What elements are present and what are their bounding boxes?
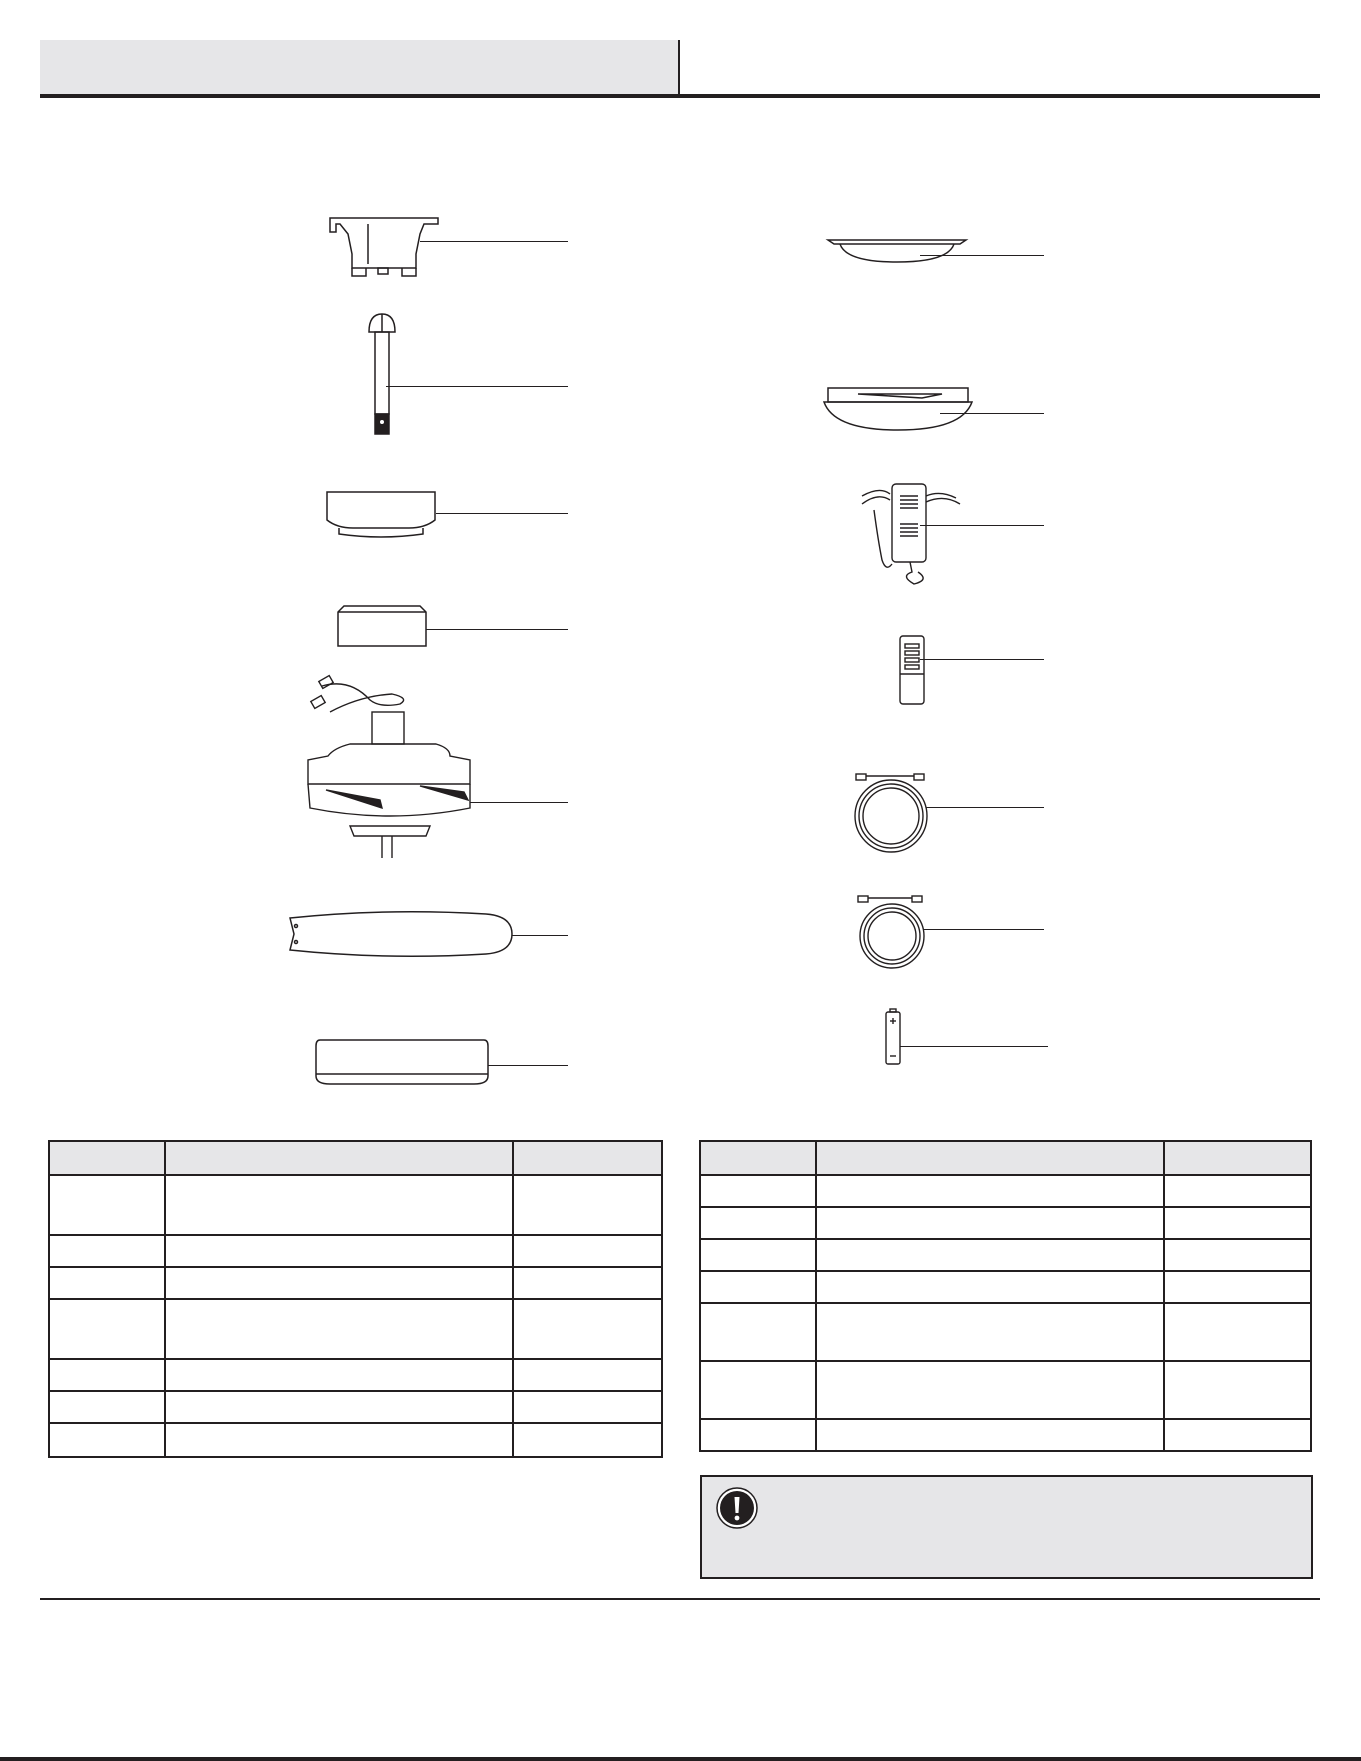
table-cell: [513, 1299, 662, 1359]
table-cell: [513, 1175, 662, 1235]
table-row: [49, 1299, 662, 1359]
table-cell: [1164, 1419, 1311, 1451]
canopy-drawing: [325, 490, 437, 538]
table-cell: [513, 1423, 662, 1457]
table-row: [49, 1235, 662, 1267]
table-header-cell: [1164, 1141, 1311, 1175]
table-cell: [513, 1235, 662, 1267]
table-cell: [1164, 1271, 1311, 1303]
block-drawing: [336, 604, 428, 648]
table-cell: [816, 1239, 1164, 1271]
table-row: [700, 1175, 1311, 1207]
leader-line: [420, 241, 568, 242]
table-header-row: [700, 1141, 1311, 1175]
table-cell: [49, 1235, 165, 1267]
wire-coil-drawing: [852, 768, 930, 860]
table-header-cell: [49, 1141, 165, 1175]
table-cell: [165, 1391, 513, 1423]
downrod-drawing: [367, 312, 397, 436]
header-rule: [40, 94, 1320, 98]
footer-rule: [40, 1598, 1320, 1600]
leader-line: [920, 525, 1044, 526]
leader-line: [940, 413, 1044, 414]
table-cell: [1164, 1207, 1311, 1239]
table-cell: [513, 1359, 662, 1391]
table-cell: [700, 1419, 816, 1451]
fan-blade-drawing: [286, 908, 516, 960]
parts-table-left: [48, 1140, 663, 1458]
leader-line: [488, 1065, 568, 1066]
table-row: [49, 1391, 662, 1423]
table-cell: [165, 1267, 513, 1299]
parts-table-right: [699, 1140, 1312, 1452]
table-row: [49, 1359, 662, 1391]
table-row: [49, 1423, 662, 1457]
table-cell: [165, 1235, 513, 1267]
leader-line: [426, 629, 568, 630]
table-row: [49, 1175, 662, 1235]
table-cell: [700, 1361, 816, 1419]
table-cell: [816, 1207, 1164, 1239]
mounting-bracket-drawing: [328, 214, 438, 278]
motor-assembly-drawing: [300, 668, 490, 860]
leader-line: [920, 255, 1044, 256]
table-cell: [49, 1359, 165, 1391]
remote-control-drawing: [898, 634, 926, 706]
battery-drawing: [884, 1008, 902, 1066]
shallow-glass-drawing: [826, 236, 968, 266]
leader-line: [900, 1046, 1048, 1047]
table-header-cell: [165, 1141, 513, 1175]
table-header-cell: [816, 1141, 1164, 1175]
receiver-drawing: [860, 480, 964, 590]
exclamation-icon: [716, 1487, 758, 1529]
table-cell: [1164, 1303, 1311, 1361]
table-cell: [165, 1423, 513, 1457]
leader-line: [436, 513, 568, 514]
table-cell: [700, 1207, 816, 1239]
table-header-row: [49, 1141, 662, 1175]
table-cell: [816, 1175, 1164, 1207]
leader-line: [386, 386, 568, 387]
light-cover-drawing: [314, 1038, 490, 1088]
table-cell: [816, 1303, 1164, 1361]
table-cell: [49, 1175, 165, 1235]
table-header-cell: [700, 1141, 816, 1175]
table-cell: [1164, 1175, 1311, 1207]
table-cell: [700, 1239, 816, 1271]
leader-line: [512, 935, 568, 936]
table-cell: [165, 1299, 513, 1359]
table-row: [700, 1271, 1311, 1303]
table-cell: [700, 1175, 816, 1207]
wire-coil-small-drawing: [856, 892, 928, 974]
table-cell: [165, 1359, 513, 1391]
table-row: [700, 1239, 1311, 1271]
table-header-cell: [513, 1141, 662, 1175]
table-cell: [816, 1271, 1164, 1303]
table-cell: [49, 1299, 165, 1359]
table-cell: [49, 1267, 165, 1299]
table-cell: [49, 1391, 165, 1423]
table-cell: [513, 1391, 662, 1423]
table-row: [49, 1267, 662, 1299]
table-cell: [816, 1361, 1164, 1419]
page-bottom-edge: [0, 1757, 1361, 1761]
leader-line: [920, 659, 1044, 660]
light-dome-drawing: [822, 386, 974, 434]
table-cell: [513, 1267, 662, 1299]
leader-line: [470, 802, 568, 803]
table-cell: [49, 1423, 165, 1457]
table-cell: [1164, 1239, 1311, 1271]
warning-box: [700, 1475, 1313, 1579]
leader-line: [926, 807, 1044, 808]
table-cell: [816, 1419, 1164, 1451]
table-cell: [1164, 1361, 1311, 1419]
table-row: [700, 1419, 1311, 1451]
table-cell: [700, 1303, 816, 1361]
table-row: [700, 1207, 1311, 1239]
table-row: [700, 1361, 1311, 1419]
table-row: [700, 1303, 1311, 1361]
table-cell: [700, 1271, 816, 1303]
table-cell: [165, 1175, 513, 1235]
header-title-block: [40, 40, 680, 96]
leader-line: [924, 929, 1044, 930]
